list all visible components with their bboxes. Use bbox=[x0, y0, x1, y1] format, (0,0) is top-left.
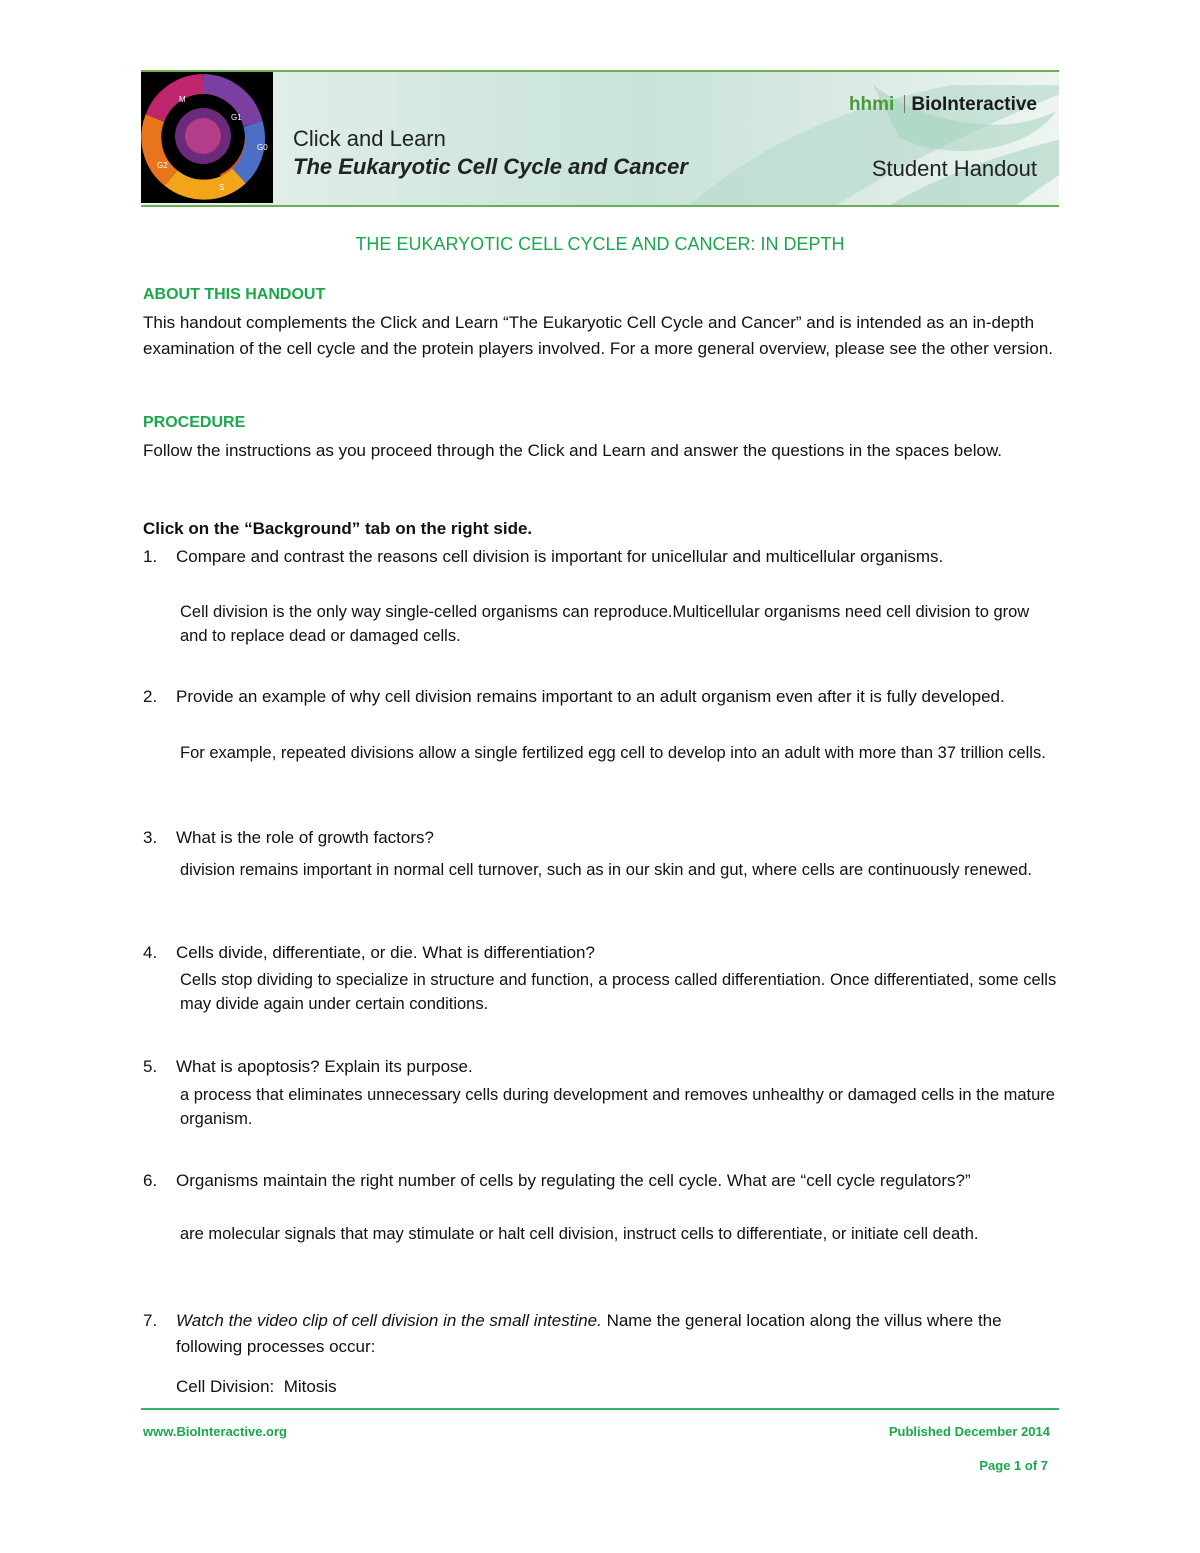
question-text: Provide an example of why cell division remains important to an adult organism even after it is fully developed. bbox=[176, 687, 1005, 706]
svg-text:G1: G1 bbox=[231, 113, 242, 122]
banner-title-line2: The Eukaryotic Cell Cycle and Cancer bbox=[293, 154, 688, 179]
question-text: What is apoptosis? Explain its purpose. bbox=[176, 1057, 473, 1076]
answer-3[interactable]: division remains important in normal cell turnover, such as in our skin and gut, where cells are continuously renewed. bbox=[180, 861, 1033, 879]
question-number: 7. bbox=[143, 1311, 158, 1330]
answer-1[interactable]: Cell division is the only way single-celled organisms can reproduce.Multicellular organisms need cell division to grow and to replace dead or damaged cells. bbox=[180, 603, 1030, 645]
footer-url-link[interactable]: www.BioInteractive.org bbox=[143, 1424, 287, 1439]
answer-6[interactable]: are molecular signals that may stimulate or halt cell division, instruct cells to differentiate, or initiate cell death. bbox=[180, 1225, 979, 1243]
student-handout-label: Student Handout bbox=[871, 156, 1037, 181]
logo-hhmi: hhmi bbox=[848, 94, 895, 115]
question-2 bbox=[143, 684, 1063, 710]
svg-text:G0: G0 bbox=[257, 143, 268, 152]
hhmi-biointeractive-logo bbox=[849, 94, 1037, 116]
answer-5[interactable]: a process that eliminates unnecessary cells during development and removes unhealthy or damaged cells in the mature organism. bbox=[180, 1086, 1055, 1128]
question-number: 3. bbox=[143, 828, 158, 847]
question-number: 5. bbox=[143, 1057, 158, 1076]
document-title: THE EUKARYOTIC CELL CYCLE AND CANCER: IN DEPTH bbox=[355, 234, 845, 254]
page-number: Page 1 of 7 bbox=[979, 1458, 1048, 1473]
question-text bbox=[176, 1308, 1063, 1360]
banner-title-line1: Click and Learn bbox=[293, 126, 446, 151]
cell-division-row bbox=[176, 1374, 1056, 1400]
cell-cycle-logo bbox=[141, 72, 273, 203]
footer-divider bbox=[141, 1408, 1059, 1410]
banner-wave-decoration bbox=[141, 72, 1059, 207]
question-number: 2. bbox=[143, 687, 158, 706]
header-banner bbox=[141, 70, 1059, 207]
about-text: This handout complements the Click and Learn “The Eukaryotic Cell Cycle and Cancer” and is intended as an in-depth examination of the cell cycle and the protein players involved. For a more general overview, please see the other version. bbox=[143, 313, 1053, 358]
footer-published-date: Published December 2014 bbox=[888, 1424, 1050, 1439]
cell-division-value[interactable]: Mitosis bbox=[283, 1377, 337, 1396]
logo-biointeractive: BioInteractive bbox=[911, 94, 1037, 115]
svg-text:S: S bbox=[219, 183, 225, 192]
question-text: Organisms maintain the right number of cells by regulating the cell cycle. What are “cell cycle regulators?” bbox=[176, 1171, 971, 1190]
question-italic-instruction: Watch the video clip of cell division in the small intestine. bbox=[176, 1311, 602, 1330]
question-text: Compare and contrast the reasons cell division is important for unicellular and multicellular organisms. bbox=[176, 547, 944, 566]
question-number: 1. bbox=[143, 547, 158, 566]
question-text-rest: Name the general location along the villus where the following processes occur: bbox=[176, 1311, 1002, 1356]
question-number: 4. bbox=[143, 943, 158, 962]
question-text: Cells divide, differentiate, or die. What is differentiation? bbox=[176, 943, 595, 962]
cell-cycle-icon bbox=[141, 72, 273, 203]
procedure-text: Follow the instructions as you proceed through the Click and Learn and answer the questions in the spaces below. bbox=[143, 441, 1003, 460]
about-heading: ABOUT THIS HANDOUT bbox=[143, 286, 326, 303]
procedure-heading: PROCEDURE bbox=[143, 414, 246, 431]
question-4 bbox=[143, 940, 1063, 966]
question-6 bbox=[143, 1168, 1063, 1194]
svg-text:M: M bbox=[179, 95, 186, 104]
background-instruction: Click on the “Background” tab on the right side. bbox=[143, 519, 533, 538]
answer-4[interactable]: Cells stop dividing to specialize in structure and function, a process called differentiation. Once differentiated, some cells may divide again under certain conditions. bbox=[180, 971, 1057, 1013]
question-number: 6. bbox=[143, 1171, 158, 1190]
answer-2[interactable]: For example, repeated divisions allow a single fertilized egg cell to develop into an adult with more than 37 trillion cells. bbox=[180, 744, 1046, 762]
question-3 bbox=[143, 825, 1063, 851]
question-1 bbox=[143, 544, 1063, 570]
question-text: What is the role of growth factors? bbox=[176, 828, 434, 847]
question-7 bbox=[143, 1308, 1063, 1360]
cell-division-label: Cell Division: bbox=[176, 1377, 275, 1396]
question-5 bbox=[143, 1054, 1063, 1080]
svg-text:G2: G2 bbox=[157, 161, 168, 170]
